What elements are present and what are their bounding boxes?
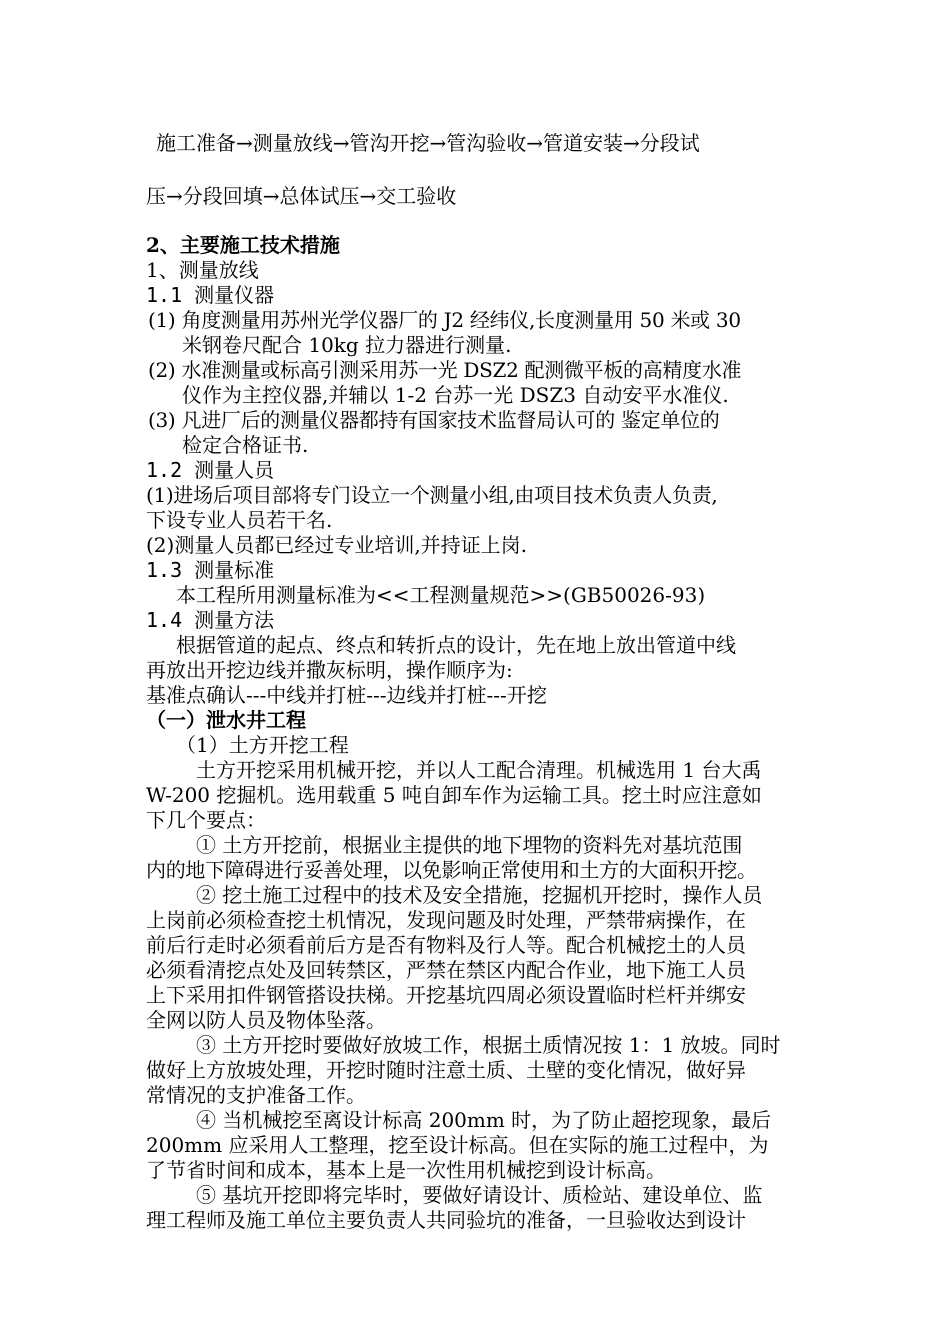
section-heading: 2、主要施工技术措施 xyxy=(146,233,340,257)
paragraph-line: 上岗前必须检查挖土机情况，发现问题及时处理，严禁带病操作，在 xyxy=(146,908,746,932)
paragraph-line: W-200 挖掘机。选用载重 5 吨自卸车作为运输工具。挖土时应注意如 xyxy=(146,783,762,807)
paragraph-line: 200mm 应采用人工整理，挖至设计标高。但在实际的施工过程中，为 xyxy=(146,1133,769,1157)
list-item-continuation: 米钢卷尺配合 10kg 拉力器进行测量. xyxy=(182,333,512,357)
paragraph-line: 内的地下障碍进行妥善处理，以免影响正常使用和土方的大面积开挖。 xyxy=(146,858,757,882)
paragraph-line: 上下采用扣件钢管搭设扶梯。开挖基坑四周必须设置临时栏杆并绑安 xyxy=(146,983,746,1007)
paragraph-line: 全网以防人员及物体坠落。 xyxy=(146,1008,386,1032)
paragraph-line: ② 挖土施工过程中的技术及安全措施，挖掘机开挖时，操作人员 xyxy=(196,883,763,907)
list-item-continuation: 检定合格证书. xyxy=(182,433,309,457)
subsection-title: 1.1 测量仪器 xyxy=(146,283,275,307)
paragraph-line: 下几个要点： xyxy=(146,808,266,832)
paragraph-line: 下设专业人员若干名. xyxy=(146,508,333,532)
paragraph-line: ③ 土方开挖时要做好放坡工作，根据土质情况按 1：1 放坡。同时 xyxy=(196,1033,781,1057)
paragraph-line: 土方开挖采用机械开挖，并以人工配合清理。机械选用 1 台大禹 xyxy=(196,758,762,782)
paragraph-line: 常情况的支护准备工作。 xyxy=(146,1083,366,1107)
paragraph-line: 做好上方放坡处理，开挖时随时注意土质、土壁的变化情况，做好异 xyxy=(146,1058,746,1082)
paragraph-line: ④ 当机械挖至离设计标高 200mm 时，为了防止超挖现象，最后 xyxy=(196,1108,772,1132)
process-flow-line-1: 施工准备→测量放线→管沟开挖→管沟验收→管道安装→分段试 xyxy=(156,131,700,155)
paragraph-line: 理工程师及施工单位主要负责人共同验坑的准备，一旦验收达到设计 xyxy=(146,1208,746,1232)
list-item: (2) 水准测量或标高引测采用苏一光 DSZ2 配测微平板的高精度水准 xyxy=(148,358,742,382)
list-item-continuation: 仪作为主控仪器,并辅以 1-2 台苏一光 DSZ3 自动安平水准仪. xyxy=(182,383,729,407)
subsection-heading: 1、测量放线 xyxy=(146,258,259,282)
paragraph-line: ① 土方开挖前，根据业主提供的地下埋物的资料先对基坑范围 xyxy=(196,833,743,857)
subsection-title: 1.3 测量标准 xyxy=(146,558,275,582)
paragraph-line: 了节省时间和成本，基本上是一次性用机械挖到设计标高。 xyxy=(146,1158,666,1182)
subsection-title: 1.4 测量方法 xyxy=(146,608,275,632)
process-flow-line-2: 压→分段回填→总体试压→交工验收 xyxy=(146,184,457,208)
paragraph-line: 根据管道的起点、终点和转折点的设计，先在地上放出管道中线 xyxy=(176,633,736,657)
paragraph-line: 再放出开挖边线并撒灰标明，操作顺序为: xyxy=(146,658,513,682)
list-item: (3) 凡进厂后的测量仪器都持有国家技术监督局认可的 鉴定单位的 xyxy=(148,408,720,432)
paragraph-line: 必须看清挖点处及回转禁区，严禁在禁区内配合作业，地下施工人员 xyxy=(146,958,746,982)
document-body xyxy=(146,128,810,1233)
paragraph-line: (1)进场后项目部将专门设立一个测量小组,由项目技术负责人负责, xyxy=(146,483,718,507)
paragraph-line: 本工程所用测量标准为<<工程测量规范>>(GB50026-93) xyxy=(176,583,706,607)
subsection-title: 1.2 测量人员 xyxy=(146,458,275,482)
paragraph-line: 前后行走时必须看前后方是否有物料及行人等。配合机械挖土的人员 xyxy=(146,933,746,957)
paragraph-line: (2)测量人员都已经过专业培训,并持证上岗. xyxy=(146,533,528,557)
paragraph-line: ⑤ 基坑开挖即将完毕时，要做好请设计、质检站、建设单位、监 xyxy=(196,1183,763,1207)
part-heading: （一）泄水井工程 xyxy=(146,708,306,732)
part-subheading: （1）土方开挖工程 xyxy=(176,733,349,757)
list-item: (1) 角度测量用苏州光学仪器厂的 J2 经纬仪,长度测量用 50 米或 30 xyxy=(148,308,741,332)
paragraph-line: 基准点确认---中线并打桩---边线并打桩---开挖 xyxy=(146,683,547,707)
